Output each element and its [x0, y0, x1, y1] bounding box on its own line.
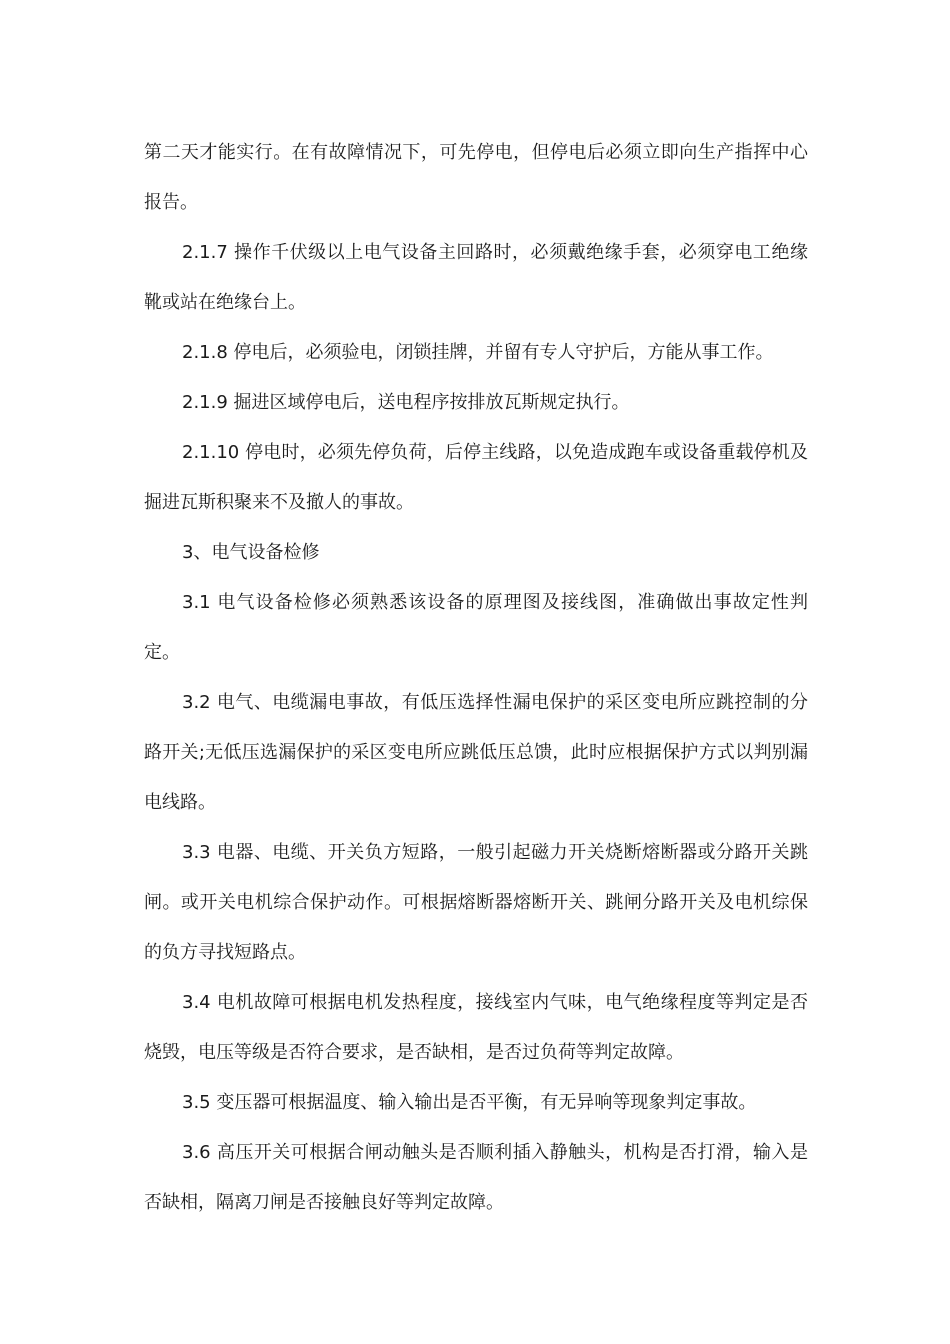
paragraph-3-1: 3.1 电气设备检修必须熟悉该设备的原理图及接线图，准确做出事故定性判定。 [144, 592, 808, 663]
paragraph-1: 第二天才能实行。在有故障情况下，可先停电，但停电后必须立即向生产指挥中心报告。 [144, 142, 808, 213]
paragraph-2-1-8: 2.1.8 停电后，必须验电，闭锁挂牌，并留有专人守护后，方能从事工作。 [182, 342, 774, 363]
paragraph-3-3: 3.3 电器、电缆、开关负方短路，一般引起磁力开关烧断熔断器或分路开关跳闸。或开关电机综合保护动作。可根据熔断器熔断开关、跳闸分路开关及电机综保的负方寻找短路点。 [144, 842, 808, 963]
paragraph-3-2: 3.2 电气、电缆漏电事故，有低压选择性漏电保护的采区变电所应跳控制的分路开关;无低压选漏保护的采区变电所应跳低压总馈，此时应根据保护方式以判别漏电线路。 [144, 692, 808, 813]
paragraph-3-5: 3.5 变压器可根据温度、输入输出是否平衡，有无异响等现象判定事故。 [182, 1092, 757, 1113]
paragraph-3-6: 3.6 高压开关可根据合闸动触头是否顺利插入静触头，机构是否打滑，输入是否缺相，隔离刀闸是否接触良好等判定故障。 [144, 1142, 808, 1213]
paragraph-2-1-7: 2.1.7 操作千伏级以上电气设备主回路时，必须戴绝缘手套，必须穿电工绝缘靴或站在绝缘台上。 [144, 242, 808, 313]
document-body [144, 128, 808, 1228]
paragraph-2-1-10: 2.1.10 停电时，必须先停负荷，后停主线路，以免造成跑车或设备重载停机及掘进瓦斯积聚来不及撤人的事故。 [144, 442, 808, 513]
section-heading-3: 3、电气设备检修 [182, 542, 320, 563]
paragraph-3-4: 3.4 电机故障可根据电机发热程度，接线室内气味，电气绝缘程度等判定是否烧毁，电压等级是否符合要求，是否缺相，是否过负荷等判定故障。 [144, 992, 808, 1063]
paragraph-2-1-9: 2.1.9 掘进区域停电后，送电程序按排放瓦斯规定执行。 [182, 392, 630, 413]
